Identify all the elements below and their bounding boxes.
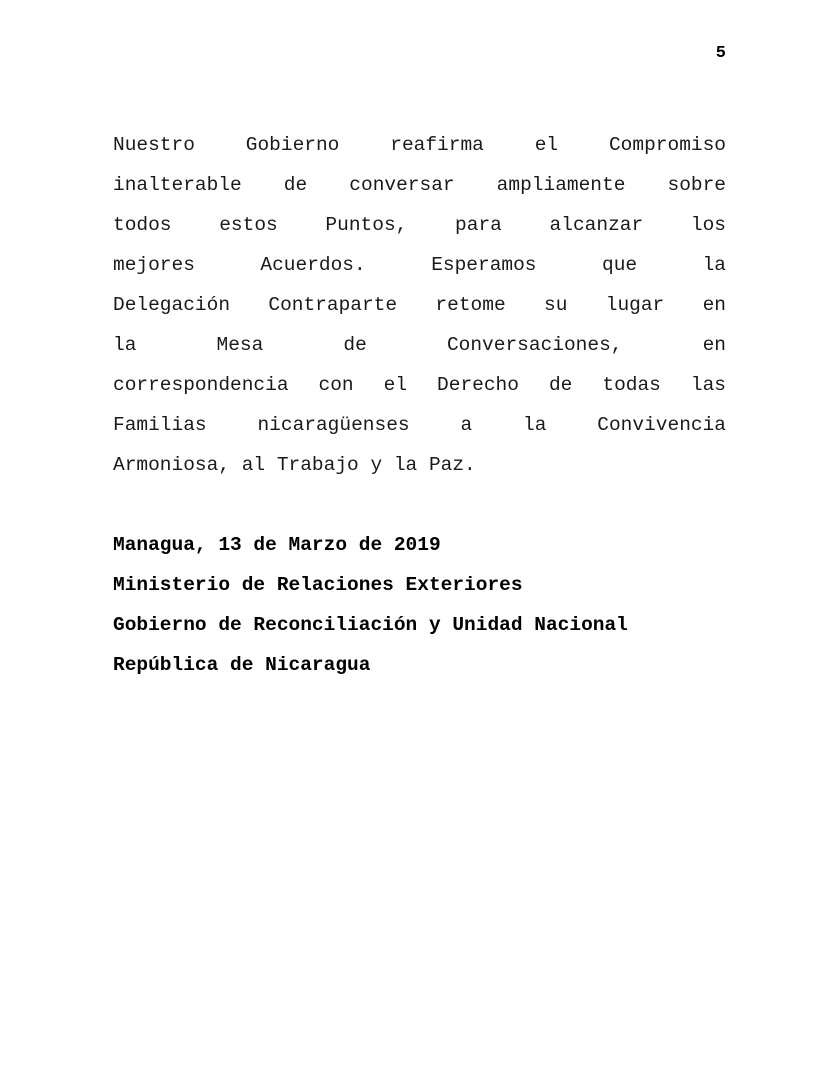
paragraph-line: todos estos Puntos, para alcanzar los (113, 214, 726, 236)
signature-ministry-line: Ministerio de Relaciones Exteriores (113, 574, 523, 596)
paragraph-line: Delegación Contraparte retome su lugar en (113, 294, 726, 316)
signature-date-line: Managua, 13 de Marzo de 2019 (113, 534, 441, 556)
paragraph-line: Nuestro Gobierno reafirma el Compromiso (113, 134, 726, 156)
paragraph-line: la Mesa de Conversaciones, en (113, 334, 726, 356)
paragraph-line: mejores Acuerdos. Esperamos que la (113, 254, 726, 276)
paragraph-line: Armoniosa, al Trabajo y la Paz. (113, 454, 476, 476)
paragraph-line: correspondencia con el Derecho de todas las (113, 374, 726, 396)
signature-country-line: República de Nicaragua (113, 654, 371, 676)
page-number: 5 (715, 44, 726, 63)
document-body (113, 125, 726, 685)
signature-government-line: Gobierno de Reconciliación y Unidad Nacional (113, 614, 628, 636)
paragraph-line: inalterable de conversar ampliamente sobre (113, 174, 726, 196)
paragraph-signature-spacer (113, 485, 726, 525)
paragraph-line: Familias nicaragüenses a la Convivencia (113, 414, 726, 436)
signature-block (113, 525, 726, 685)
body-paragraph (113, 125, 726, 485)
